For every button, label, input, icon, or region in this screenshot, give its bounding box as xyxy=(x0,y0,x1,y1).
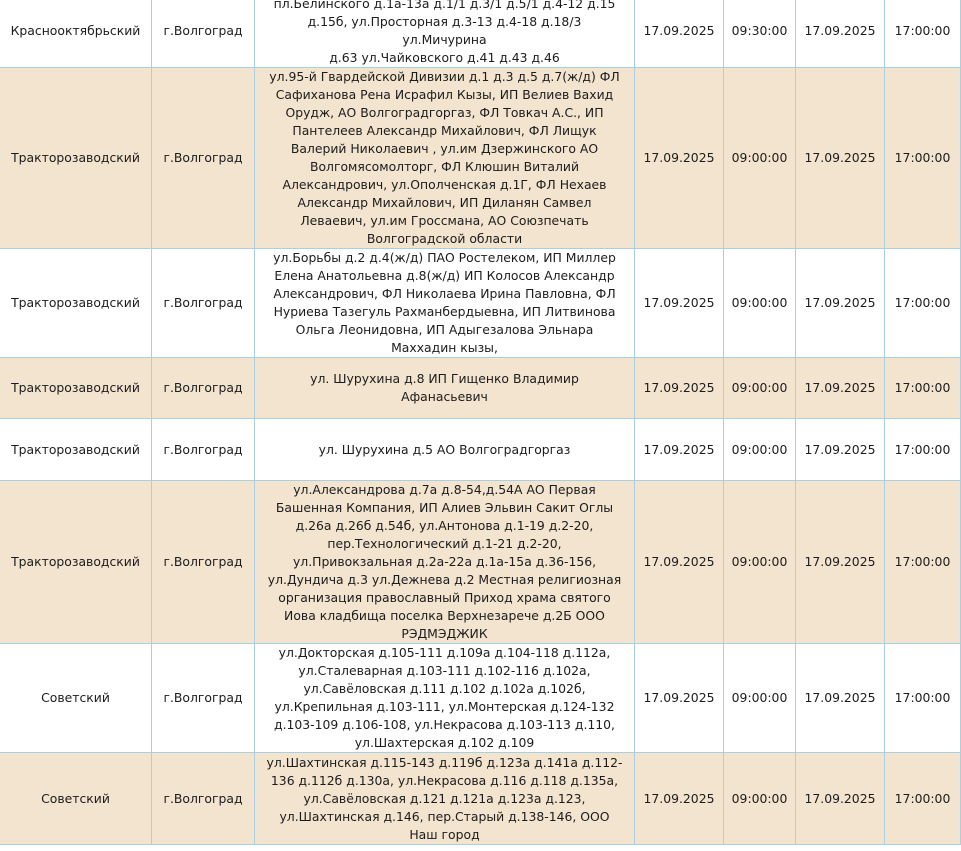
address-line: ул.Борьбы д.2 д.4(ж/д) ПАО Ростелеком, ИП Миллер xyxy=(273,250,616,265)
address-line: Волгоградской области xyxy=(366,231,523,246)
district-cell: Советский xyxy=(0,753,152,845)
end-date-cell: 17.09.2025 xyxy=(796,68,885,249)
address-line: пер.Технологический д.1-21 д.2-20, xyxy=(327,536,562,551)
city-cell: г.Волгоград xyxy=(152,644,255,753)
start-date-cell: 17.09.2025 xyxy=(635,249,724,358)
district-cell: Краснооктябрьский xyxy=(0,0,152,68)
address-cell xyxy=(255,753,635,845)
address-line: пл.Белинского д.1а-13а д.1/1 д.3/1 д.5/1 д.4-12 д.15 xyxy=(273,0,616,11)
start-time-cell: 09:00:00 xyxy=(724,419,796,481)
district-cell: Советский xyxy=(0,644,152,753)
address-cell xyxy=(255,481,635,644)
end-time-cell: 17:00:00 xyxy=(885,358,961,419)
city-cell: г.Волгоград xyxy=(152,358,255,419)
address-line: ул.Александрова д.7а д.8-54,д.54А АО Первая xyxy=(293,482,596,497)
end-time-cell: 17:00:00 xyxy=(885,644,961,753)
address-line: д.15б, ул.Просторная д.3-13 д.4-18 д.18/3 ул.Мичурина xyxy=(307,14,582,47)
end-time-cell: 17:00:00 xyxy=(885,753,961,845)
address-line: ул.Докторская д.105-111 д.109а д.104-118 д.112а, xyxy=(278,645,611,660)
address-line: ул.Шахтинская д.115-143 д.119б д.123а д.141а д.112- xyxy=(266,754,623,770)
start-date-cell: 17.09.2025 xyxy=(635,358,724,419)
address-line: ул.Шахтинская д.146, пер.Старый д.138-146, ООО xyxy=(279,808,610,824)
start-date-cell: 17.09.2025 xyxy=(635,644,724,753)
address-line: ул.Крепильная д.103-111, ул.Монтерская д.124-132 xyxy=(274,699,615,714)
district-cell: Тракторозаводский xyxy=(0,68,152,249)
table-row xyxy=(0,419,961,481)
address-line: ул. Шурухина д.5 АО Волгоградгоргаз xyxy=(318,441,571,457)
address-line: д.26а д.26б д.54б, ул.Антонова д.1-19 д.2-20, xyxy=(295,518,594,533)
address-line: Иова кладбища поселка Верхнезарече д.2Б ООО xyxy=(284,608,605,623)
address-line: ул. Шурухина д.8 ИП Гищенко Владимир xyxy=(310,371,579,386)
address-line: Орудж, АО Волгоградгоргаз, ФЛ Товкач А.С., ИП xyxy=(285,105,604,120)
start-time-cell: 09:00:00 xyxy=(724,68,796,249)
district-cell: Тракторозаводский xyxy=(0,419,152,481)
address-line: ул.Привокзальная д.2а-22а д.1а-15а д.36-156, xyxy=(292,554,597,569)
address-line: ул.Савёловская д.121 д.121а д.123а д.123, xyxy=(303,790,586,806)
table-row xyxy=(0,249,961,358)
district-cell: Тракторозаводский xyxy=(0,481,152,644)
address-line: ул.Дундича д.3 ул.Дежнева д.2 Местная религиозная xyxy=(267,572,622,587)
address-line: Сафиханова Рена Исрафил Кызы, ИП Велиев Вахид xyxy=(275,87,614,102)
end-time-cell: 17:00:00 xyxy=(885,68,961,249)
address-line: Леваевич, ул.им Гроссмана, АО Союзпечать xyxy=(300,213,589,228)
address-line: Александрович, ул.Ополченская д.1Г, ФЛ Нехаев xyxy=(282,177,607,192)
address-cell xyxy=(255,644,635,753)
address-line: Волгомясомолторг, ФЛ Клюшин Виталий xyxy=(309,159,580,174)
city-cell: г.Волгоград xyxy=(152,419,255,481)
start-time-cell: 09:00:00 xyxy=(724,358,796,419)
address-line: Нуриева Тазегуль Рахманбердыевна, ИП Литвинова xyxy=(273,304,616,319)
address-line: ул.Савёловская д.111 д.102 д.102а д.102б, xyxy=(303,681,586,696)
address-line: ул.Шахтерская д.102 д.109 xyxy=(354,735,535,750)
address-line: организация православный Приход храма святого xyxy=(278,590,611,605)
start-date-cell: 17.09.2025 xyxy=(635,419,724,481)
table-row xyxy=(0,644,961,753)
end-date-cell: 17.09.2025 xyxy=(796,419,885,481)
table-row xyxy=(0,481,961,644)
address-line: Александр Михайлович, ИП Диланян Самвел xyxy=(297,195,592,210)
city-cell: г.Волгоград xyxy=(152,481,255,644)
start-date-cell: 17.09.2025 xyxy=(635,481,724,644)
city-cell: г.Волгоград xyxy=(152,68,255,249)
address-line: 136 д.112б д.130а, ул.Некрасова д.116 д.118 д.135а, xyxy=(270,772,619,788)
address-cell xyxy=(255,249,635,358)
city-cell: г.Волгоград xyxy=(152,0,255,68)
end-date-cell: 17.09.2025 xyxy=(796,0,885,68)
end-date-cell: 17.09.2025 xyxy=(796,644,885,753)
district-cell: Тракторозаводский xyxy=(0,358,152,419)
start-time-cell: 09:00:00 xyxy=(724,481,796,644)
address-line: ул.Сталеварная д.103-111 д.102-116 д.102а, xyxy=(298,663,591,678)
address-cell xyxy=(255,68,635,249)
address-cell xyxy=(255,358,635,419)
table-row xyxy=(0,358,961,419)
address-line: Афанасьевич xyxy=(401,389,488,404)
start-date-cell: 17.09.2025 xyxy=(635,0,724,68)
end-time-cell: 17:00:00 xyxy=(885,249,961,358)
start-time-cell: 09:30:00 xyxy=(724,0,796,68)
address-line: Маххадин кызы, xyxy=(391,340,498,355)
address-line: Наш город xyxy=(409,826,480,842)
address-line: Пантелеев Александр Михайлович, ФЛ Лищук xyxy=(292,123,597,138)
start-time-cell: 09:00:00 xyxy=(724,644,796,753)
table-row xyxy=(0,68,961,249)
address-line: Елена Анатольевна д.8(ж/д) ИП Колосов Александр xyxy=(274,268,615,283)
end-date-cell: 17.09.2025 xyxy=(796,358,885,419)
end-date-cell: 17.09.2025 xyxy=(796,753,885,845)
address-line: Валерий Николаевич , ул.им Дзержинского АО xyxy=(290,141,599,156)
address-line: РЭДМЭДЖИК xyxy=(401,626,488,641)
end-date-cell: 17.09.2025 xyxy=(796,481,885,644)
end-time-cell: 17:00:00 xyxy=(885,419,961,481)
table-row xyxy=(0,753,961,845)
end-time-cell: 17:00:00 xyxy=(885,0,961,68)
district-cell: Тракторозаводский xyxy=(0,249,152,358)
start-time-cell: 09:00:00 xyxy=(724,249,796,358)
address-cell xyxy=(255,0,635,68)
address-line: ул.95-й Гвардейской Дивизии д.1 д.3 д.5 д.7(ж/д) ФЛ xyxy=(269,69,620,84)
address-line: д.63 ул.Чайковского д.41 д.43 д.46 xyxy=(329,50,560,65)
start-time-cell: 09:00:00 xyxy=(724,753,796,845)
address-line: д.103-109 д.106-108, ул.Некрасова д.103-113 д.110, xyxy=(274,717,615,732)
address-line: Александрович, ФЛ Николаева Ирина Павловна, ФЛ xyxy=(273,286,616,301)
address-line: Ольга Леонидовна, ИП Адыгезалова Эльнара xyxy=(295,322,594,337)
start-date-cell: 17.09.2025 xyxy=(635,68,724,249)
table-row xyxy=(0,0,961,68)
address-cell xyxy=(255,419,635,481)
address-line: Башенная Компания, ИП Алиев Эльвин Сакит Оглы xyxy=(275,500,614,515)
end-date-cell: 17.09.2025 xyxy=(796,249,885,358)
start-date-cell: 17.09.2025 xyxy=(635,753,724,845)
end-time-cell: 17:00:00 xyxy=(885,481,961,644)
city-cell: г.Волгоград xyxy=(152,249,255,358)
city-cell: г.Волгоград xyxy=(152,753,255,845)
